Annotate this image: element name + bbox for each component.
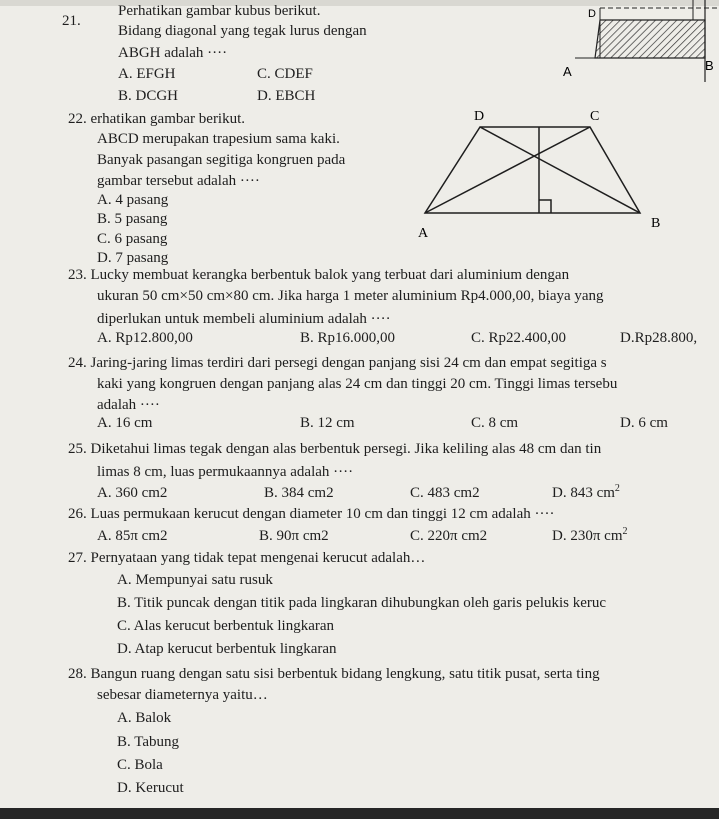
q26-option-c[interactable]: C. 220π cm2 <box>410 528 488 544</box>
q22-diagonal-db <box>480 127 640 213</box>
q23-option-a[interactable]: A. Rp12.800,00 <box>97 330 193 346</box>
q21-number: 21. <box>62 13 81 29</box>
q24-option-c[interactable]: C. 8 cm <box>471 415 519 431</box>
q25-line-2: limas 8 cm, luas permukaannya adalah ···· <box>97 464 354 480</box>
q24-option-d[interactable]: D. 6 cm <box>620 415 668 431</box>
q22-line-2: ABCD merupakan trapesium sama kaki. <box>97 131 340 147</box>
q25-option-d-text: D. 843 cm <box>552 485 615 501</box>
q21-line-3: ABGH adalah ···· <box>118 45 228 61</box>
q22-option-b[interactable]: B. 5 pasang <box>97 211 168 227</box>
q25-option-b[interactable]: B. 384 cm2 <box>264 485 334 501</box>
q28-option-c[interactable]: C. Bola <box>117 757 163 773</box>
q21-line-2: Bidang diagonal yang tegak lurus dengan <box>118 23 367 39</box>
q24-line-3: adalah ···· <box>97 397 160 413</box>
q28-option-b[interactable]: B. Tabung <box>117 734 180 750</box>
q27-option-c[interactable]: C. Alas kerucut berbentuk lingkaran <box>117 618 335 634</box>
q21-option-a[interactable]: A. EFGH <box>118 66 176 82</box>
q25-option-d-exponent: 2 <box>614 483 620 494</box>
q26-option-d[interactable] <box>552 527 627 545</box>
q24-option-a[interactable]: A. 16 cm <box>97 415 153 431</box>
q22-option-d[interactable]: D. 7 pasang <box>97 250 169 266</box>
q22-trapezoid-outline <box>425 127 640 213</box>
q24-option-b[interactable]: B. 12 cm <box>300 415 355 431</box>
q22-label-c: C <box>590 109 600 124</box>
q26-option-d-exponent: 2 <box>622 526 628 537</box>
q21-label-d: D <box>588 8 596 20</box>
q22-trapezoid-figure <box>410 105 670 245</box>
q26-option-d-text: D. 230π cm <box>552 528 623 544</box>
q21-label-b: B <box>705 58 714 73</box>
q21-option-b[interactable]: B. DCGH <box>118 88 179 104</box>
q23-option-d[interactable]: D.Rp28.800, <box>620 330 698 346</box>
q22-label-a: A <box>418 226 429 241</box>
q22-line-1: 22. erhatikan gambar berikut. <box>68 111 246 127</box>
q28-line-2: sebesar diameternya yaitu… <box>97 687 268 703</box>
q27-line-1: 27. Pernyataan yang tidak tepat mengenai kerucut adalah… <box>68 550 426 566</box>
q25-option-a[interactable]: A. 360 cm2 <box>97 485 168 501</box>
q22-option-a[interactable]: A. 4 pasang <box>97 192 169 208</box>
q21-shaded-plane <box>595 20 705 58</box>
q25-line-1: 25. Diketahui limas tegak dengan alas berbentuk persegi. Jika keliling alas 48 cm dan tin <box>68 441 602 457</box>
q26-option-b[interactable]: B. 90π cm2 <box>259 528 329 544</box>
q26-option-a[interactable]: A. 85π cm2 <box>97 528 168 544</box>
q27-option-b[interactable]: B. Titik puncak dengan titik pada lingkaran dihubungkan oleh garis pelukis keruc <box>117 595 607 611</box>
page-bottom-edge <box>0 808 719 819</box>
q22-label-d: D <box>474 109 485 124</box>
q25-option-c[interactable]: C. 483 cm2 <box>410 485 480 501</box>
q28-option-a[interactable]: A. Balok <box>117 710 172 726</box>
q22-diagonal-ca <box>425 127 590 213</box>
q23-line-3: diperlukan untuk membeli aluminium adalah ···· <box>97 311 391 327</box>
q24-line-1: 24. Jaring-jaring limas terdiri dari persegi dengan panjang sisi 24 cm dan empat segitiga s <box>68 355 607 371</box>
q22-option-c[interactable]: C. 6 pasang <box>97 231 168 247</box>
q23-line-1: 23. Lucky membuat kerangka berbentuk balok yang terbuat dari aluminium dengan <box>68 267 570 283</box>
q22-label-b: B <box>651 216 661 231</box>
q23-line-2: ukuran 50 cm×50 cm×80 cm. Jika harga 1 meter aluminium Rp4.000,00, biaya yang <box>97 288 604 304</box>
q28-option-d[interactable]: D. Kerucut <box>117 780 184 796</box>
q21-option-d[interactable]: D. EBCH <box>257 88 316 104</box>
q21-cube-figure <box>555 0 719 82</box>
q27-option-a[interactable]: A. Mempunyai satu rusuk <box>117 572 273 588</box>
q28-line-1: 28. Bangun ruang dengan satu sisi berbentuk bidang lengkung, satu titik pusat, serta ting <box>68 666 600 682</box>
q24-line-2: kaki yang kongruen dengan panjang alas 24 cm dan tinggi 20 cm. Tinggi limas tersebu <box>97 376 618 392</box>
q23-option-b[interactable]: B. Rp16.000,00 <box>300 330 396 346</box>
q21-option-c[interactable]: C. CDEF <box>257 66 313 82</box>
q21-label-a: A <box>563 64 572 79</box>
q22-line-4: gambar tersebut adalah ···· <box>97 173 260 189</box>
q27-option-d[interactable]: D. Atap kerucut berbentuk lingkaran <box>117 641 337 657</box>
q25-option-d[interactable] <box>552 484 620 502</box>
q22-line-3: Banyak pasangan segitiga kongruen pada <box>97 152 346 168</box>
q26-line-1: 26. Luas permukaan kerucut dengan diameter 10 cm dan tinggi 12 cm adalah ···· <box>68 506 555 522</box>
q21-line-1: Perhatikan gambar kubus berikut. <box>118 3 321 19</box>
q23-option-c[interactable]: C. Rp22.400,00 <box>471 330 567 346</box>
q22-right-angle-mark <box>539 200 551 213</box>
